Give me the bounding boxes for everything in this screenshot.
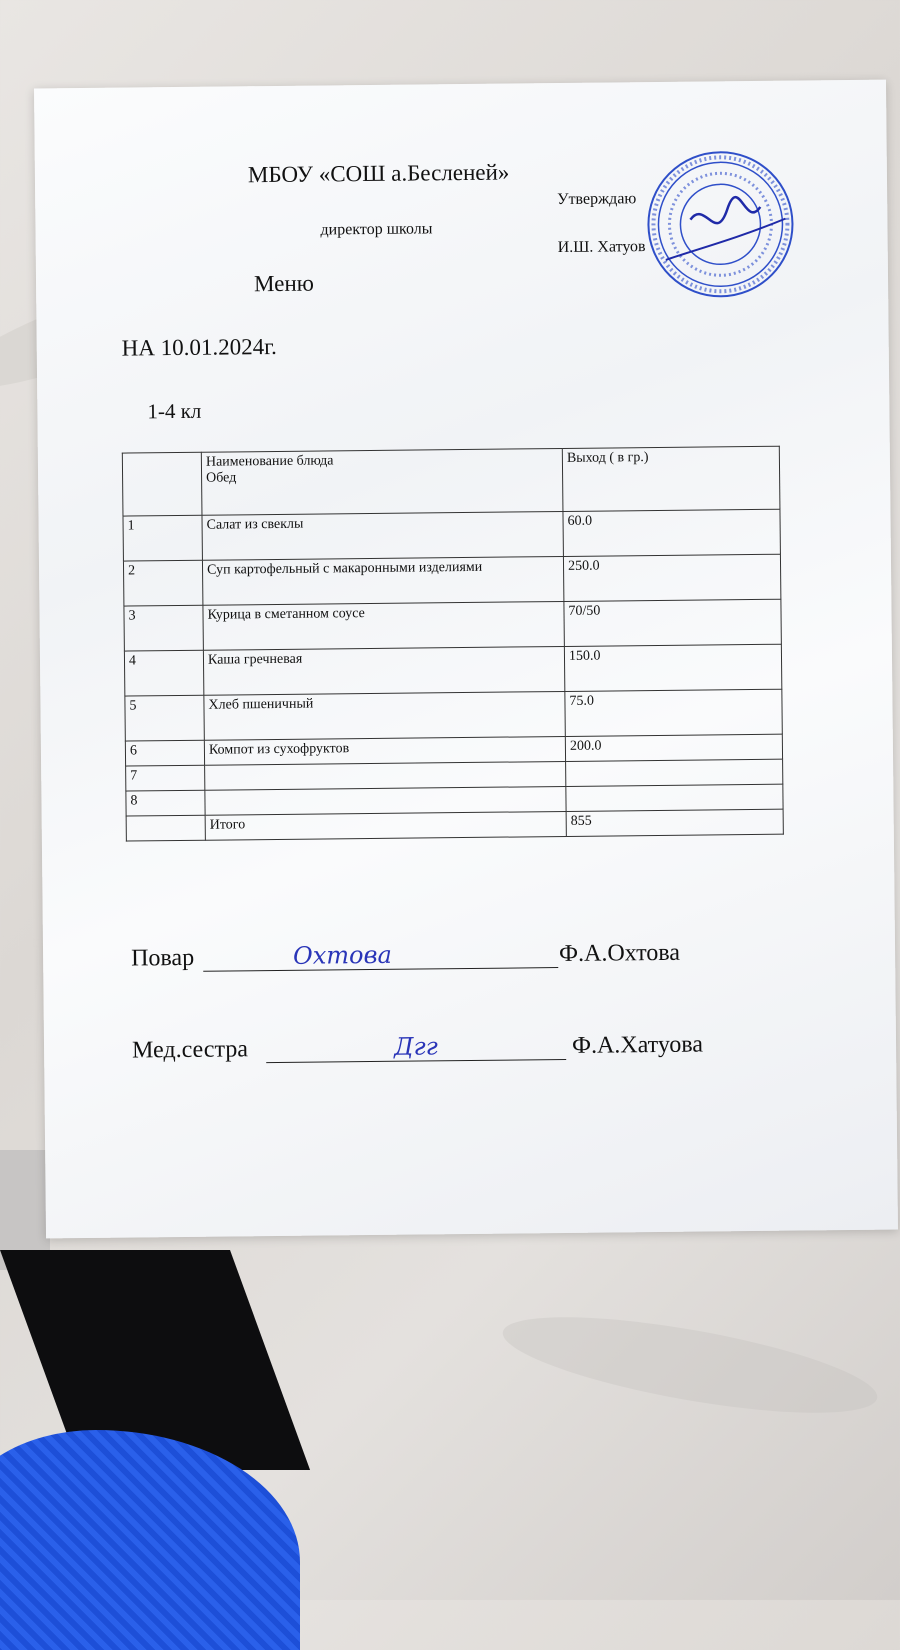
row-dish <box>205 761 566 790</box>
row-dish: Салат из свеклы <box>202 511 563 560</box>
table-row <box>123 554 780 606</box>
header-number-cell <box>122 452 202 516</box>
row-yield: 150.0 <box>564 644 781 691</box>
table-row <box>124 644 781 696</box>
table-header-row <box>122 446 780 516</box>
row-yield <box>566 759 783 786</box>
row-number: 7 <box>126 765 205 791</box>
row-number: 8 <box>126 790 205 816</box>
row-yield <box>566 784 783 811</box>
row-yield: 60.0 <box>563 509 780 556</box>
row-number: 3 <box>124 605 203 651</box>
grade-label: 1-4 кл <box>147 398 202 424</box>
row-dish: Хлеб пшеничный <box>204 691 565 740</box>
header-dish-cell <box>201 448 563 515</box>
row-dish: Каша гречневая <box>203 646 564 695</box>
director-name: И.Ш. Хатуов <box>557 238 646 257</box>
row-dish: Компот из сухофруктов <box>204 736 565 765</box>
row-number: 1 <box>123 515 202 561</box>
row-dish: Суп картофельный с макаронными изделиями <box>202 556 563 605</box>
total-label: Итого <box>205 811 566 840</box>
total-value: 855 <box>566 809 783 836</box>
row-dish <box>205 786 566 815</box>
row-yield: 70/50 <box>564 599 781 646</box>
row-number: 4 <box>124 650 203 696</box>
table-row <box>123 509 780 561</box>
menu-table <box>122 446 784 842</box>
header-yield-cell: Выход ( в гр.) <box>562 446 780 511</box>
header-meal-label: Обед <box>206 470 237 486</box>
table-row <box>124 599 781 651</box>
menu-sheet <box>34 80 898 1239</box>
header-dish-label: Наименование блюда <box>205 453 334 470</box>
menu-title: Меню <box>253 270 315 297</box>
nurse-name: Ф.А.Хатуова <box>571 1031 704 1059</box>
row-number <box>126 815 205 841</box>
row-dish: Курица в сметанном соусе <box>203 601 564 650</box>
cook-handwritten-signature: Охтова <box>292 940 392 970</box>
row-yield: 200.0 <box>565 734 782 761</box>
marble-vein <box>497 1298 883 1433</box>
director-label: директор школы <box>320 220 433 239</box>
row-yield: 75.0 <box>565 689 782 736</box>
cook-label: Повар <box>130 944 195 972</box>
organization-title: МБОУ «СОШ а.Бесленей» <box>247 159 510 188</box>
row-number: 6 <box>125 740 204 766</box>
menu-date: НА 10.01.2024г. <box>121 333 277 361</box>
official-stamp-icon <box>645 149 797 301</box>
nurse-handwritten-signature: Дгг <box>393 1032 438 1061</box>
row-number: 2 <box>123 560 202 606</box>
row-number: 5 <box>125 695 204 741</box>
row-yield: 250.0 <box>563 554 780 601</box>
approve-label: Утверждаю <box>557 190 637 209</box>
nurse-label: Мед.сестра <box>131 1036 249 1064</box>
table-row <box>125 689 782 741</box>
cook-name: Ф.А.Охтова <box>558 939 681 968</box>
